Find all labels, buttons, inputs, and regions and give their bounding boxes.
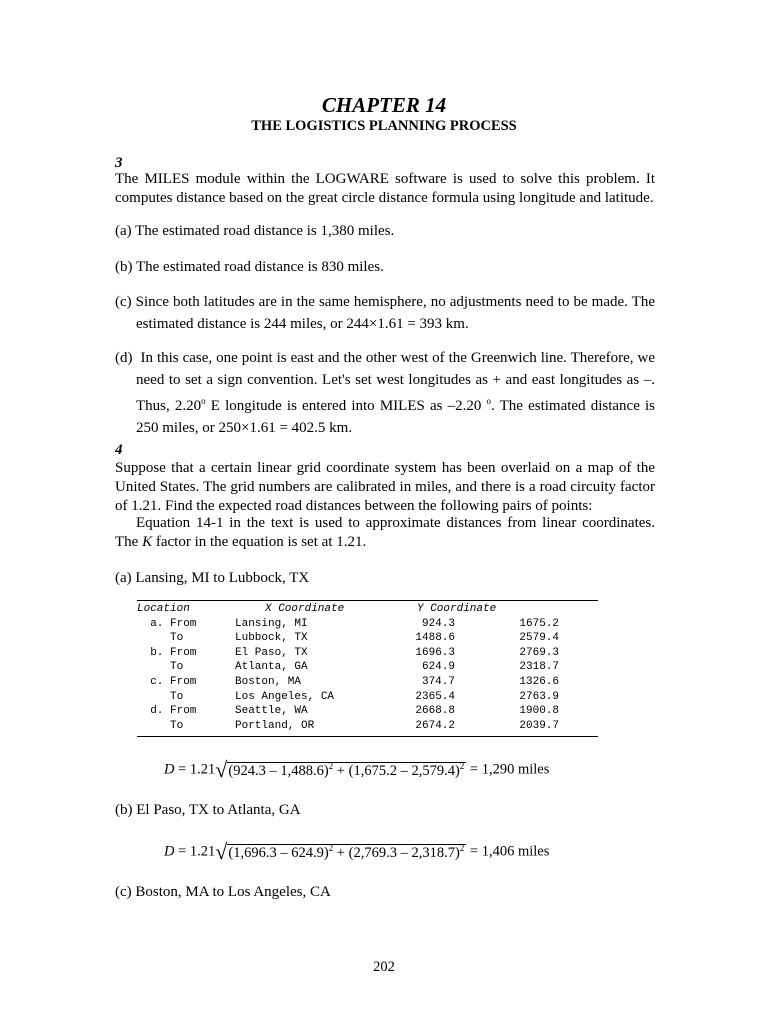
- row-location: a. From: [137, 617, 197, 630]
- table-row: [137, 704, 559, 719]
- table-row: [137, 690, 559, 705]
- problem-3-answer-b: (b) The estimated road distance is 830 miles.: [115, 259, 384, 275]
- row-y-coordinate: 2769.3: [519, 646, 559, 659]
- row-y-coordinate: 1900.8: [519, 705, 559, 718]
- degree-symbol-2: o: [486, 396, 491, 406]
- formula-a-plus: +: [333, 763, 349, 779]
- table-top-rule: [137, 600, 598, 601]
- problem-3-answer-c: (c) Since both latitudes are in the same hemisphere, no adjustments need to be made. The estimated distance is 244 miles, or 244×1.61 = 393 km.: [115, 294, 655, 332]
- row-x-coordinate: 2365.4: [415, 690, 455, 703]
- problem-3-answer-a: (a) The estimated road distance is 1,380 miles.: [115, 223, 395, 239]
- problem-3-intro: The MILES module within the LOGWARE software is used to solve this problem. It computes distance based on the great circle distance formula using longitude and latitude.: [115, 171, 655, 206]
- formula-a-exp-1: 2: [328, 761, 334, 772]
- row-x-coordinate: 624.9: [421, 661, 455, 674]
- formula-b-factor: = 1.21: [174, 843, 216, 860]
- header-y: Y Coordinate: [417, 603, 497, 615]
- degree-symbol: o: [201, 396, 206, 406]
- problem-4-method: [115, 514, 655, 552]
- formula-b-term-2: (2,769.3 – 2,318.7): [348, 845, 460, 861]
- square-root: [215, 839, 466, 864]
- square-root: [215, 757, 466, 782]
- row-city: Atlanta, GA: [235, 661, 308, 674]
- row-y-coordinate: 1675.2: [519, 617, 559, 630]
- problem-3-answer-d: [115, 348, 655, 439]
- row-x-coordinate: 2668.8: [415, 705, 455, 718]
- chapter-subtitle: THE LOGISTICS PLANNING PROCESS: [251, 118, 517, 134]
- table-row: [137, 660, 559, 675]
- row-y-coordinate: 2039.7: [519, 719, 559, 732]
- radicand: [227, 762, 466, 779]
- formula-b-plus: +: [333, 845, 349, 861]
- table-row: [137, 675, 559, 690]
- formula-part-b: [164, 839, 550, 864]
- table-row: [137, 646, 559, 661]
- row-y-coordinate: 2318.7: [519, 661, 559, 674]
- answer-d-label: (d): [115, 350, 133, 366]
- part-b-heading: (b) El Paso, TX to Atlanta, GA: [115, 802, 301, 818]
- table-row: [137, 719, 559, 734]
- radicand: [227, 844, 466, 861]
- row-x-coordinate: 2674.2: [415, 719, 455, 732]
- formula-a-lhs: D: [164, 761, 175, 778]
- formula-a-term-1: (924.3 – 1,488.6): [228, 763, 329, 779]
- row-x-coordinate: 374.7: [421, 675, 455, 688]
- formula-a-factor: = 1.21: [174, 761, 216, 778]
- part-c-heading: (c) Boston, MA to Los Angeles, CA: [115, 884, 331, 900]
- row-location: b. From: [137, 646, 197, 659]
- row-y-coordinate: 2579.4: [519, 632, 559, 645]
- table-row: [137, 631, 559, 646]
- row-city: Portland, OR: [235, 719, 315, 732]
- radical-sign: √: [215, 839, 228, 864]
- formula-b-result: = 1,406 miles: [466, 843, 550, 860]
- answer-d-text-1: In this case, one point is east and the other west of the Greenwich line. Therefore, we need to set a sign convention. Let's set west longitudes as + and east longitudes as –. Thus, 2.20: [136, 350, 655, 414]
- row-location: To: [137, 632, 184, 645]
- method-text-1: Equation 14-1 in the text is used to approximate distances from linear coordinates. The: [115, 515, 655, 550]
- row-y-coordinate: 1326.6: [519, 675, 559, 688]
- formula-a-term-2: (1,675.2 – 2,579.4): [348, 763, 460, 779]
- row-x-coordinate: 1488.6: [415, 632, 455, 645]
- problem-3-number: 3: [115, 155, 123, 171]
- row-location: d. From: [137, 705, 197, 718]
- row-x-coordinate: 924.3: [421, 617, 455, 630]
- formula-b-lhs: D: [164, 843, 175, 860]
- row-city: El Paso, TX: [235, 646, 308, 659]
- table-bottom-rule: [137, 736, 598, 737]
- row-city: Boston, MA: [235, 675, 302, 688]
- header-location: Location: [137, 603, 190, 615]
- table-row: [137, 617, 559, 632]
- formula-a-exp-2: 2: [459, 761, 465, 772]
- row-location: To: [137, 690, 184, 703]
- row-city: Lansing, MI: [235, 617, 308, 630]
- answer-d-text-2: E longitude is entered into MILES as –2.20: [205, 398, 487, 414]
- radical-sign: √: [215, 757, 228, 782]
- row-y-coordinate: 2763.9: [519, 690, 559, 703]
- problem-4-intro: Suppose that a certain linear grid coordinate system has been overlaid on a map of the United States. The grid numbers are calibrated in miles, and there is a road circuity factor of 1.21. Find the expected road distances between the following pairs of points:: [115, 460, 655, 514]
- row-city: Los Angeles, CA: [235, 690, 335, 703]
- chapter-title: CHAPTER 14: [321, 93, 447, 117]
- row-location: c. From: [137, 675, 197, 688]
- problem-4-number: 4: [115, 442, 123, 458]
- header-x: X Coordinate: [265, 603, 345, 615]
- method-text-2: factor in the equation is set at 1.21.: [152, 534, 367, 550]
- row-city: Lubbock, TX: [235, 632, 308, 645]
- formula-part-a: [164, 757, 550, 782]
- row-location: To: [137, 661, 184, 674]
- table-header-row: [137, 602, 559, 617]
- answer-d-text-3: . The estimated distance is 250 miles, or 250×1.61 = 402.5 km.: [136, 398, 656, 436]
- k-factor-symbol: K: [142, 534, 153, 550]
- row-city: Seattle, WA: [235, 705, 308, 718]
- formula-b-exp-1: 2: [328, 843, 334, 854]
- formula-a-result: = 1,290 miles: [466, 761, 550, 778]
- row-location: To: [137, 719, 184, 732]
- formula-b-term-1: (1,696.3 – 624.9): [228, 845, 329, 861]
- formula-b-exp-2: 2: [459, 843, 465, 854]
- row-x-coordinate: 1696.3: [415, 646, 455, 659]
- coordinates-table: [137, 602, 559, 733]
- part-a-heading: (a) Lansing, MI to Lubbock, TX: [115, 570, 310, 586]
- page-number: 202: [373, 959, 395, 975]
